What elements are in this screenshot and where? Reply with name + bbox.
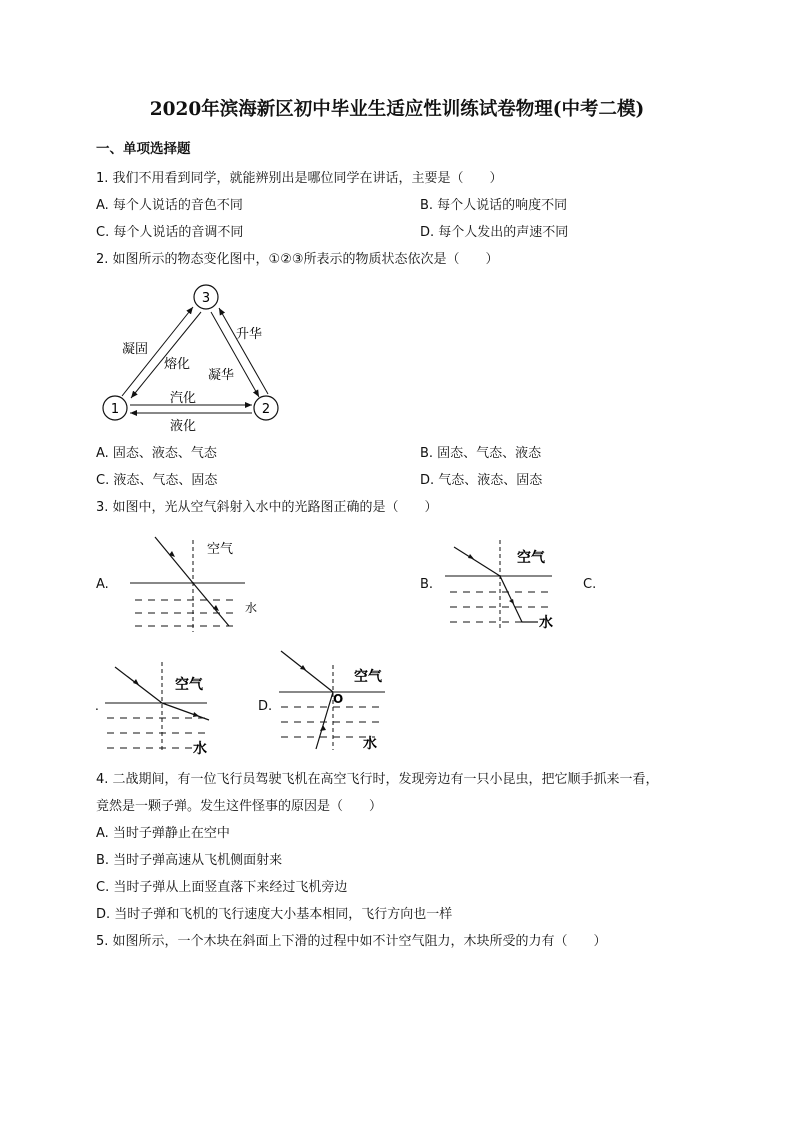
air-label-d: 空气 [354,669,382,685]
q2-option-c: C. 液态、气态、固态 [96,473,218,488]
label-ninghua: 凝华 [208,368,235,383]
node-2-label: 2 [261,402,271,417]
q3-option-a-label: A. [96,577,109,592]
q4-option-b: B. 当时子弹高速从飞机侧面射来 [96,853,283,868]
q3-option-d-label: D. [258,699,273,714]
node-1-label: 1 [110,402,120,417]
node-3-label: 3 [201,291,211,306]
section-heading: 一、单项选择题 [96,141,191,157]
label-qihua: 汽化 [170,391,197,406]
water-label-c: 水 [193,741,207,757]
q2-option-d: D. 气态、液态、固态 [420,473,543,488]
light-diagram-a [125,532,265,637]
page-title: 2020年滨海新区初中毕业生适应性训练试卷物理(中考二模) [149,99,645,120]
q3-option-b-label: B. [420,577,434,592]
q1-option-c: C. 每个人说话的音调不同 [96,225,244,240]
stray-dot: . [95,699,99,713]
q4-option-a: A. 当时子弹静止在空中 [96,826,230,841]
q3-option-c-label: C. [583,577,597,592]
state-change-diagram [90,280,300,440]
q2-option-b: B. 固态、气态、液态 [420,446,542,461]
water-label-b: 水 [539,615,553,631]
q2-option-a: A. 固态、液态、气态 [96,446,217,461]
label-ronghua: 熔化 [164,357,191,372]
q2-stem: 2. 如图所示的物态变化图中，①②③所表示的物质状态依次是（ ） [96,252,499,267]
air-label-b: 空气 [517,550,545,566]
q1-option-b: B. 每个人说话的响度不同 [420,198,568,213]
q1-option-d: D. 每个人发出的声速不同 [420,225,569,240]
q4-option-c: C. 当时子弹从上面竖直落下来经过飞机旁边 [96,880,348,895]
q3-stem: 3. 如图中，光从空气斜射入水中的光路图正确的是（ ） [96,500,438,515]
o-point-label: O [333,692,344,706]
light-diagram-d [275,645,395,755]
water-label-a: 水 [245,601,258,615]
q1-option-a: A. 每个人说话的音色不同 [96,198,243,213]
arrow-3-to-2 [211,312,259,397]
q4-option-d: D. 当时子弹和飞机的飞行速度大小基本相同，飞行方向也一样 [96,907,453,922]
air-label-c: 空气 [175,677,203,693]
light-diagram-b [442,540,562,630]
air-label-a: 空气 [207,542,234,557]
label-shenghua: 升华 [236,327,263,342]
water-label-d: 水 [363,736,377,752]
q5-stem: 5. 如图所示，一个木块在斜面上下滑的过程中如不计空气阻力，木块所受的力有（ ） [96,934,607,949]
q1-stem: 1. 我们不用看到同学，就能辨别出是哪位同学在讲话，主要是（ ） [96,171,503,186]
label-yehua: 液化 [170,419,197,434]
light-diagram-c [95,660,220,755]
label-ningu: 凝固 [122,342,149,357]
q4-stem-line2: 竟然是一颗子弹。发生这件怪事的原因是（ ） [96,799,383,814]
q4-stem-line1: 4. 二战期间，有一位飞行员驾驶飞机在高空飞行时，发现旁边有一只小昆虫，把它顺手抓来一看， [96,772,659,787]
